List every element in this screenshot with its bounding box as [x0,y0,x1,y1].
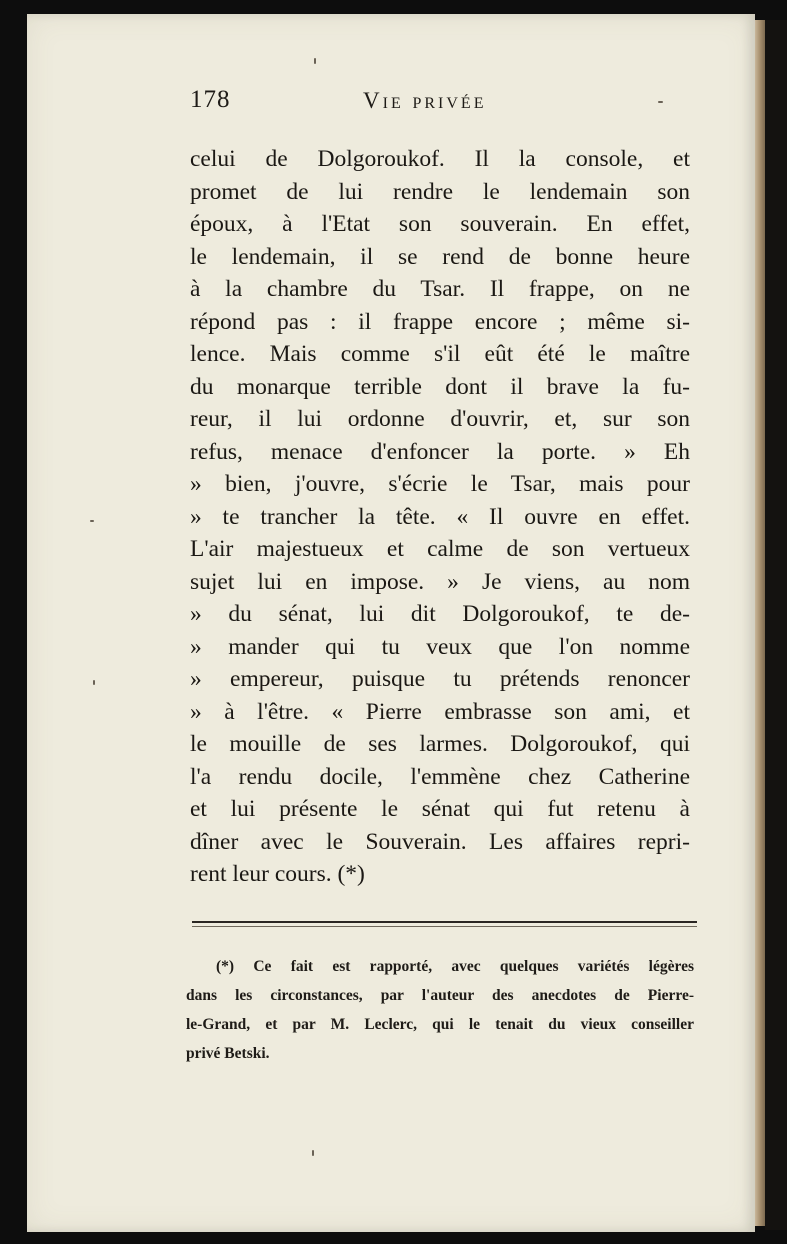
footnote-line: dans les circonstances, par l'auteur des anecdotes de Pierre- [186,987,694,1004]
text-line: époux, à l'Etat son souverain. En effet, [190,211,690,237]
text-line: sujet lui en impose. » Je viens, au nom [190,568,690,595]
footnote-rule-thin [192,926,697,927]
body-text [190,143,690,891]
text-line: répond pas : il frappe encore ; même si- [190,308,690,335]
text-line: » mander qui tu veux que l'on nomme [190,633,690,660]
text-line: l'a rendu docile, l'emmène chez Catherine [190,763,690,790]
paper-speck [93,680,95,685]
text-line: » du sénat, lui dit Dolgoroukof, te de- [190,601,690,627]
text-line: L'air majestueux et calme de son vertueux [190,536,690,562]
text-line: le mouille de ses larmes. Dolgoroukof, qui [190,731,690,757]
text-line: » à l'être. « Pierre embrasse son ami, et [190,698,690,725]
running-title: Vie privée [363,88,487,113]
footnote [186,952,694,1068]
text-line: le lendemain, il se rend de bonne heure [190,243,690,270]
paper-speck [312,1150,314,1156]
page-header [190,86,690,122]
text-line: à la chambre du Tsar. Il frappe, on ne [190,276,690,302]
footnote-line: (*) Ce fait est rapporté, avec quelques variétés légères [216,958,694,975]
text-line: rent leur cours. (*) [190,861,365,887]
text-line: » bien, j'ouvre, s'écrie le Tsar, mais pour [190,471,690,497]
paper-speck [90,520,94,522]
paper-speck [314,58,316,64]
text-line: lence. Mais comme s'il eût été le maître [190,341,690,367]
text-line: du monarque terrible dont il brave la fu- [190,373,690,400]
text-line: refus, menace d'enfoncer la porte. » Eh [190,438,690,465]
text-line: promet de lui rendre le lendemain son [190,178,690,205]
text-line: celui de Dolgoroukof. Il la console, et [190,146,690,172]
text-line: » empereur, puisque tu prétends renoncer [190,666,690,692]
paper-speck [658,101,663,103]
page-edge [755,20,765,1226]
text-line: dîner avec le Souverain. Les affaires repri- [190,828,690,855]
text-line: reur, il lui ordonne d'ouvrir, et, sur son [190,406,690,432]
page-number: 178 [190,86,231,113]
text-line: et lui présente le sénat qui fut retenu à [190,796,690,822]
text-line: » te trancher la tête. « Il ouvre en effet. [190,503,690,530]
binding-shadow [765,20,787,1230]
footnote-line: le-Grand, et par M. Leclerc, qui le tenait du vieux conseiller [186,1016,694,1033]
footnote-rule [192,921,697,923]
footnote-line: privé Betski. [186,1045,270,1062]
